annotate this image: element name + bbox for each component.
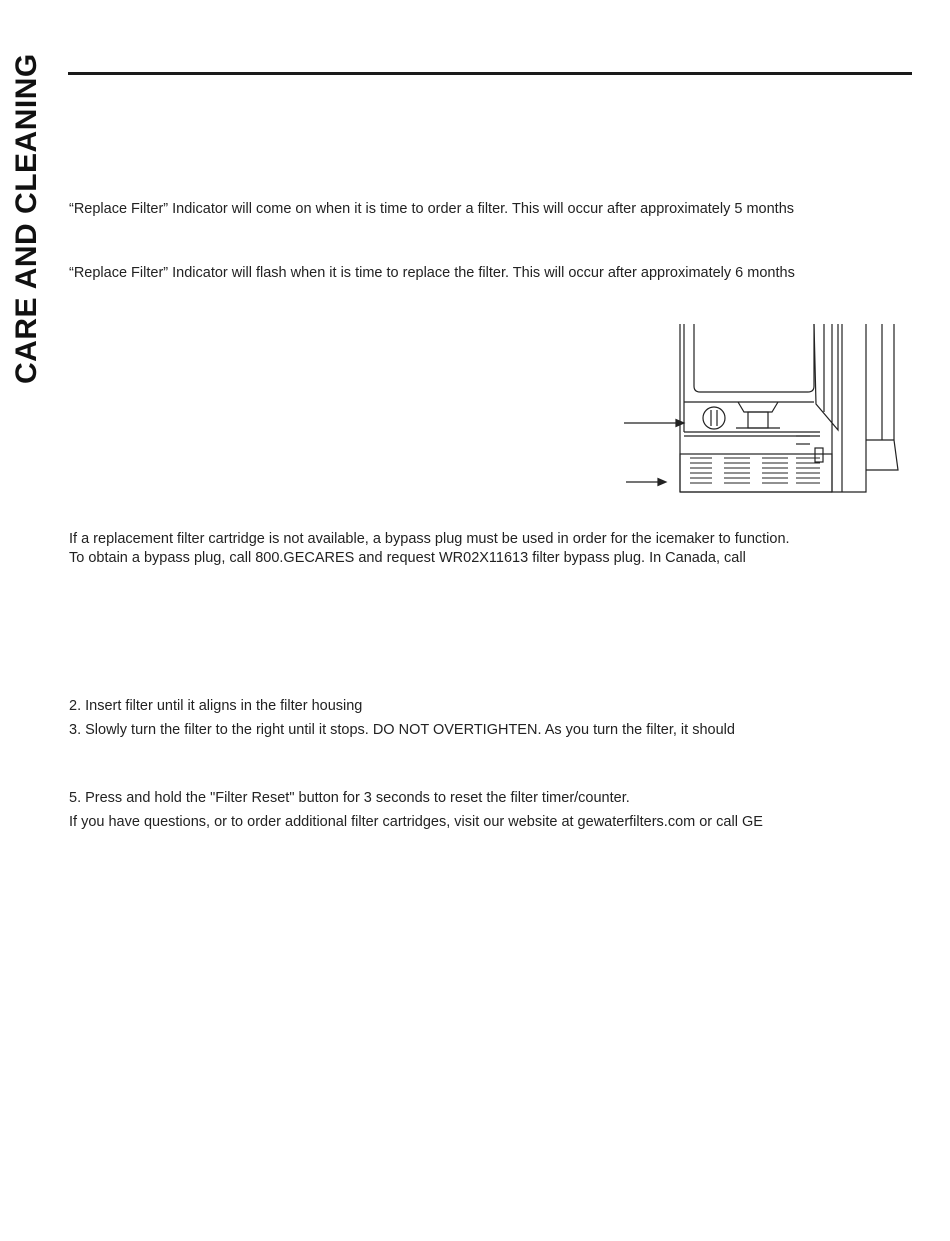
step-3: 3. Slowly turn the filter to the right until it stops. DO NOT OVERTIGHTEN. As you turn the filter, it should <box>69 722 735 738</box>
indicator-replace-text: “Replace Filter” Indicator will flash when it is time to replace the filter. This will occur after approximately 6 months <box>69 265 795 281</box>
step-2: 2. Insert filter until it aligns in the filter housing <box>69 698 363 714</box>
indicator-order-text: “Replace Filter” Indicator will come on when it is time to order a filter. This will occur after approximately 5 months <box>69 201 795 217</box>
bypass-line-2: To obtain a bypass plug, call 800.GECARES and request WR02X11613 filter bypass plug. In Canada, call <box>69 550 746 566</box>
section-title: CARE AND CLEANING <box>10 53 43 384</box>
bypass-line-1: If a replacement filter cartridge is not available, a bypass plug must be used in order for the icemaker to function. <box>69 531 790 547</box>
contact-text: If you have questions, or to order additional filter cartridges, visit our website at gewaterfilters.com or call GE <box>69 814 763 830</box>
icemaker-filter-illustration <box>620 320 905 500</box>
step-5: 5. Press and hold the "Filter Reset" button for 3 seconds to reset the filter timer/counter. <box>69 790 630 806</box>
header-rule <box>68 72 912 75</box>
